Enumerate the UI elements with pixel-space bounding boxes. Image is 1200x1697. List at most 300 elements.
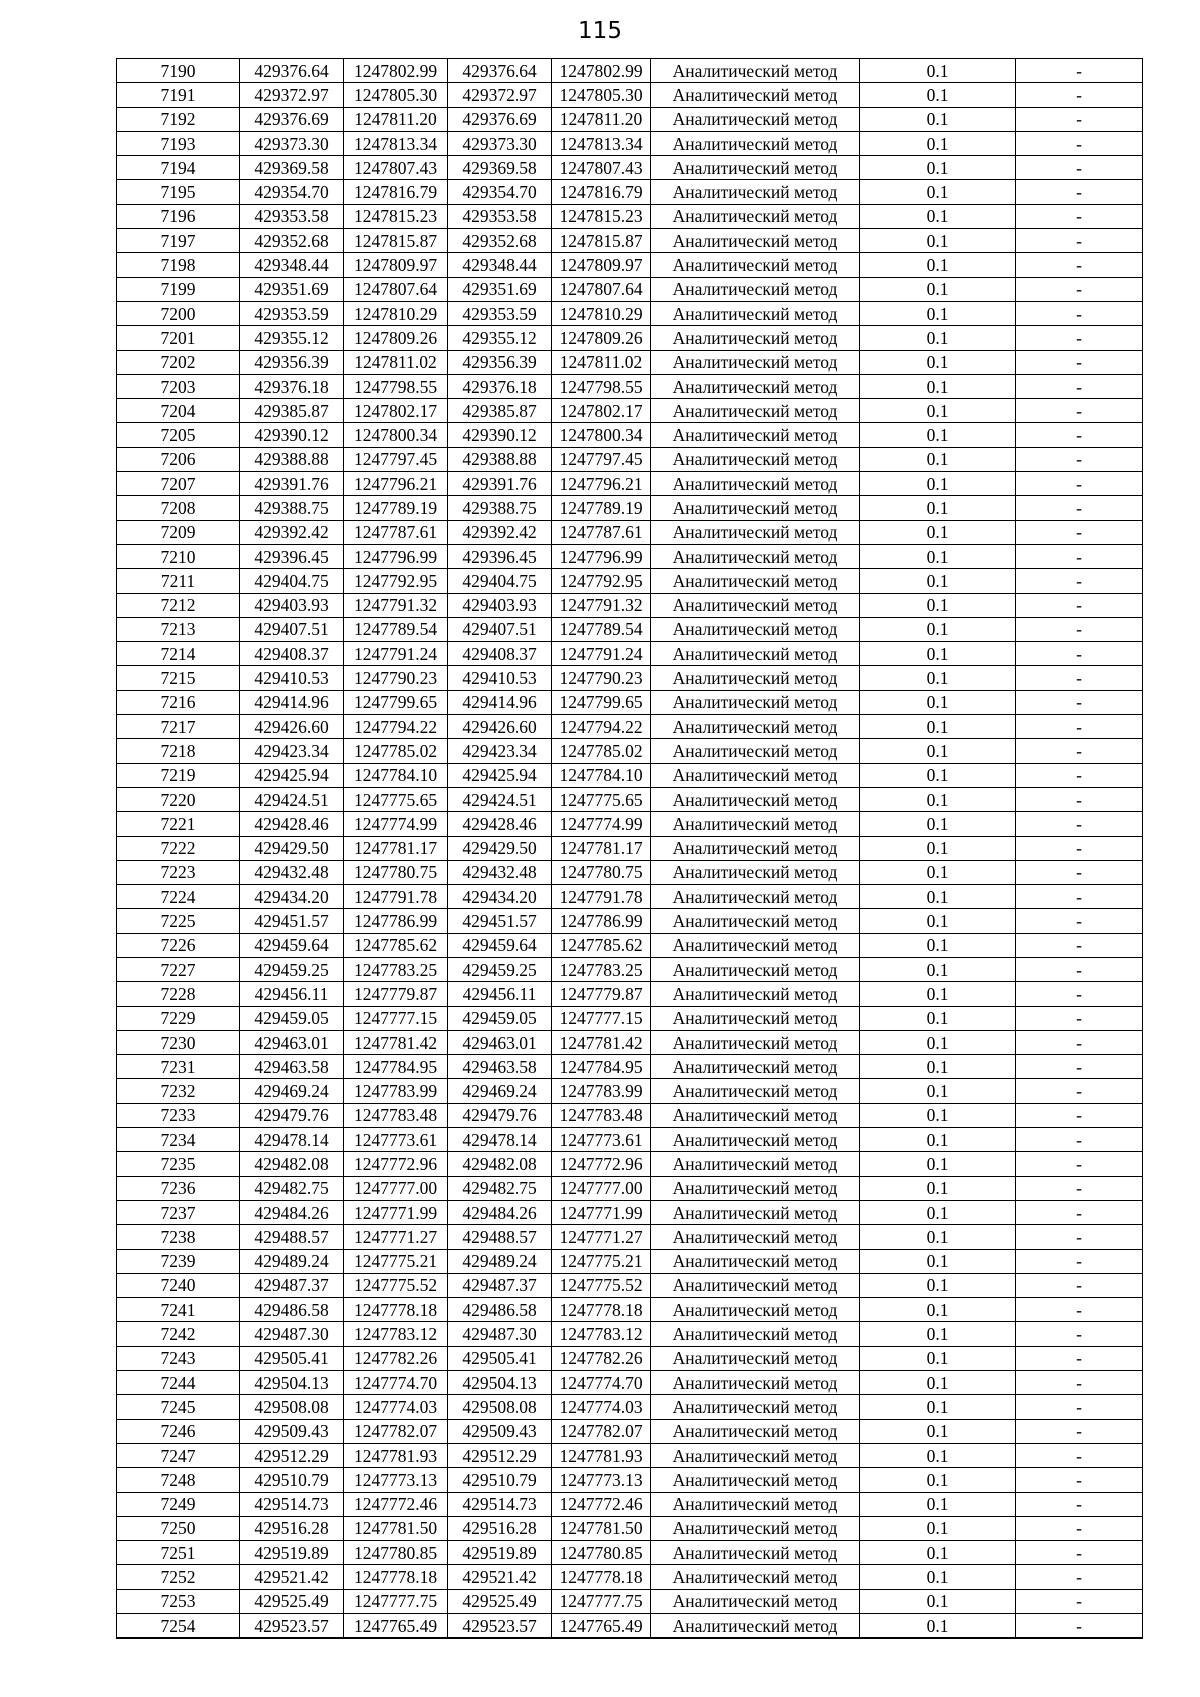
accuracy-cell: 0.1 [860,1589,1016,1613]
new-y-cell: 1247773.61 [552,1128,651,1152]
existing-y-cell: 1247813.34 [344,131,448,155]
method-cell: Аналитический метод [651,544,860,568]
accuracy-cell: 0.1 [860,642,1016,666]
new-x-cell: 429505.41 [448,1346,552,1370]
new-y-cell: 1247816.79 [552,180,651,204]
note-cell: - [1016,569,1143,593]
accuracy-cell: 0.1 [860,374,1016,398]
note-cell: - [1016,1030,1143,1054]
note-cell: - [1016,957,1143,981]
point-number-cell: 7254 [117,1614,240,1639]
new-x-cell: 429424.51 [448,787,552,811]
existing-y-cell: 1247791.32 [344,593,448,617]
existing-y-cell: 1247773.13 [344,1468,448,1492]
existing-y-cell: 1247774.70 [344,1371,448,1395]
method-cell: Аналитический метод [651,957,860,981]
new-y-cell: 1247778.18 [552,1565,651,1589]
table-row [117,1516,1143,1540]
point-number-cell: 7250 [117,1516,240,1540]
table-row [117,1419,1143,1443]
table-row [117,180,1143,204]
table-row [117,812,1143,836]
point-number-cell: 7226 [117,933,240,957]
point-number-cell: 7213 [117,617,240,641]
table-row [117,1103,1143,1127]
new-y-cell: 1247772.46 [552,1492,651,1516]
new-x-cell: 429390.12 [448,423,552,447]
new-y-cell: 1247797.45 [552,447,651,471]
new-y-cell: 1247785.62 [552,933,651,957]
new-x-cell: 429373.30 [448,131,552,155]
note-cell: - [1016,812,1143,836]
new-y-cell: 1247815.87 [552,229,651,253]
existing-y-cell: 1247789.19 [344,496,448,520]
new-y-cell: 1247780.85 [552,1541,651,1565]
existing-x-cell: 429423.34 [240,739,344,763]
existing-y-cell: 1247794.22 [344,715,448,739]
note-cell: - [1016,1006,1143,1030]
table-row [117,836,1143,860]
new-x-cell: 429487.30 [448,1322,552,1346]
table-row [117,1565,1143,1589]
accuracy-cell: 0.1 [860,544,1016,568]
accuracy-cell: 0.1 [860,277,1016,301]
new-x-cell: 429479.76 [448,1103,552,1127]
point-number-cell: 7215 [117,666,240,690]
existing-y-cell: 1247796.21 [344,472,448,496]
existing-x-cell: 429373.30 [240,131,344,155]
method-cell: Аналитический метод [651,520,860,544]
method-cell: Аналитический метод [651,1006,860,1030]
accuracy-cell: 0.1 [860,1541,1016,1565]
new-y-cell: 1247781.42 [552,1030,651,1054]
existing-y-cell: 1247810.29 [344,301,448,325]
table-row [117,253,1143,277]
existing-x-cell: 429432.48 [240,860,344,884]
note-cell: - [1016,642,1143,666]
point-number-cell: 7214 [117,642,240,666]
table-row [117,350,1143,374]
note-cell: - [1016,1468,1143,1492]
existing-y-cell: 1247790.23 [344,666,448,690]
method-cell: Аналитический метод [651,1443,860,1467]
method-cell: Аналитический метод [651,860,860,884]
table-row [117,666,1143,690]
existing-x-cell: 429451.57 [240,909,344,933]
accuracy-cell: 0.1 [860,933,1016,957]
method-cell: Аналитический метод [651,277,860,301]
method-cell: Аналитический метод [651,1055,860,1079]
new-y-cell: 1247781.93 [552,1443,651,1467]
accuracy-cell: 0.1 [860,1176,1016,1200]
accuracy-cell: 0.1 [860,982,1016,1006]
method-cell: Аналитический метод [651,1346,860,1370]
note-cell: - [1016,1249,1143,1273]
existing-x-cell: 429519.89 [240,1541,344,1565]
existing-x-cell: 429479.76 [240,1103,344,1127]
point-number-cell: 7239 [117,1249,240,1273]
note-cell: - [1016,326,1143,350]
point-number-cell: 7251 [117,1541,240,1565]
new-x-cell: 429488.57 [448,1225,552,1249]
method-cell: Аналитический метод [651,472,860,496]
point-number-cell: 7228 [117,982,240,1006]
note-cell: - [1016,59,1143,83]
existing-x-cell: 429482.08 [240,1152,344,1176]
new-y-cell: 1247777.75 [552,1589,651,1613]
note-cell: - [1016,1443,1143,1467]
new-x-cell: 429388.88 [448,447,552,471]
existing-x-cell: 429404.75 [240,569,344,593]
new-y-cell: 1247791.78 [552,885,651,909]
method-cell: Аналитический метод [651,350,860,374]
existing-x-cell: 429489.24 [240,1249,344,1273]
table-row [117,787,1143,811]
existing-x-cell: 429487.30 [240,1322,344,1346]
new-y-cell: 1247777.15 [552,1006,651,1030]
point-number-cell: 7246 [117,1419,240,1443]
method-cell: Аналитический метод [651,1273,860,1297]
existing-x-cell: 429424.51 [240,787,344,811]
existing-x-cell: 429369.58 [240,156,344,180]
note-cell: - [1016,909,1143,933]
accuracy-cell: 0.1 [860,1322,1016,1346]
new-y-cell: 1247771.99 [552,1200,651,1224]
point-number-cell: 7219 [117,763,240,787]
method-cell: Аналитический метод [651,909,860,933]
new-y-cell: 1247813.34 [552,131,651,155]
existing-y-cell: 1247799.65 [344,690,448,714]
note-cell: - [1016,836,1143,860]
new-x-cell: 429519.89 [448,1541,552,1565]
existing-y-cell: 1247802.17 [344,399,448,423]
point-number-cell: 7222 [117,836,240,860]
existing-y-cell: 1247791.78 [344,885,448,909]
method-cell: Аналитический метод [651,83,860,107]
method-cell: Аналитический метод [651,812,860,836]
existing-y-cell: 1247771.99 [344,1200,448,1224]
point-number-cell: 7201 [117,326,240,350]
existing-y-cell: 1247785.62 [344,933,448,957]
accuracy-cell: 0.1 [860,59,1016,83]
new-y-cell: 1247786.99 [552,909,651,933]
note-cell: - [1016,423,1143,447]
new-y-cell: 1247782.07 [552,1419,651,1443]
existing-x-cell: 429426.60 [240,715,344,739]
new-y-cell: 1247765.49 [552,1614,651,1639]
point-number-cell: 7236 [117,1176,240,1200]
existing-y-cell: 1247775.52 [344,1273,448,1297]
existing-y-cell: 1247811.02 [344,350,448,374]
method-cell: Аналитический метод [651,1152,860,1176]
new-x-cell: 429407.51 [448,617,552,641]
method-cell: Аналитический метод [651,763,860,787]
accuracy-cell: 0.1 [860,1395,1016,1419]
point-number-cell: 7253 [117,1589,240,1613]
point-number-cell: 7252 [117,1565,240,1589]
existing-x-cell: 429505.41 [240,1346,344,1370]
new-y-cell: 1247783.48 [552,1103,651,1127]
existing-x-cell: 429356.39 [240,350,344,374]
existing-x-cell: 429459.64 [240,933,344,957]
point-number-cell: 7241 [117,1298,240,1322]
new-x-cell: 429352.68 [448,229,552,253]
accuracy-cell: 0.1 [860,909,1016,933]
new-x-cell: 429486.58 [448,1298,552,1322]
accuracy-cell: 0.1 [860,1200,1016,1224]
existing-x-cell: 429390.12 [240,423,344,447]
existing-y-cell: 1247781.93 [344,1443,448,1467]
existing-x-cell: 429376.18 [240,374,344,398]
table-row [117,1055,1143,1079]
existing-x-cell: 429385.87 [240,399,344,423]
table-row [117,423,1143,447]
point-number-cell: 7218 [117,739,240,763]
method-cell: Аналитический метод [651,593,860,617]
existing-x-cell: 429403.93 [240,593,344,617]
accuracy-cell: 0.1 [860,1128,1016,1152]
existing-x-cell: 429459.25 [240,957,344,981]
new-y-cell: 1247790.23 [552,666,651,690]
accuracy-cell: 0.1 [860,350,1016,374]
existing-x-cell: 429396.45 [240,544,344,568]
new-y-cell: 1247811.02 [552,350,651,374]
note-cell: - [1016,83,1143,107]
note-cell: - [1016,1614,1143,1639]
existing-x-cell: 429516.28 [240,1516,344,1540]
existing-y-cell: 1247771.27 [344,1225,448,1249]
table-row [117,617,1143,641]
method-cell: Аналитический метод [651,1541,860,1565]
new-x-cell: 429489.24 [448,1249,552,1273]
method-cell: Аналитический метод [651,1565,860,1589]
existing-y-cell: 1247781.17 [344,836,448,860]
existing-x-cell: 429408.37 [240,642,344,666]
existing-x-cell: 429429.50 [240,836,344,860]
existing-y-cell: 1247785.02 [344,739,448,763]
existing-x-cell: 429353.58 [240,204,344,228]
method-cell: Аналитический метод [651,982,860,1006]
point-number-cell: 7230 [117,1030,240,1054]
note-cell: - [1016,1152,1143,1176]
note-cell: - [1016,1298,1143,1322]
point-number-cell: 7220 [117,787,240,811]
new-y-cell: 1247781.50 [552,1516,651,1540]
point-number-cell: 7190 [117,59,240,83]
point-number-cell: 7209 [117,520,240,544]
note-cell: - [1016,1346,1143,1370]
accuracy-cell: 0.1 [860,520,1016,544]
table-row [117,374,1143,398]
note-cell: - [1016,204,1143,228]
existing-x-cell: 429463.01 [240,1030,344,1054]
point-number-cell: 7249 [117,1492,240,1516]
table-row [117,399,1143,423]
method-cell: Аналитический метод [651,156,860,180]
note-cell: - [1016,715,1143,739]
existing-x-cell: 429463.58 [240,1055,344,1079]
table-row [117,1541,1143,1565]
note-cell: - [1016,180,1143,204]
new-x-cell: 429351.69 [448,277,552,301]
accuracy-cell: 0.1 [860,812,1016,836]
point-number-cell: 7203 [117,374,240,398]
accuracy-cell: 0.1 [860,1346,1016,1370]
table-row [117,326,1143,350]
new-y-cell: 1247791.32 [552,593,651,617]
new-x-cell: 429463.58 [448,1055,552,1079]
existing-x-cell: 429376.64 [240,59,344,83]
new-x-cell: 429388.75 [448,496,552,520]
new-y-cell: 1247775.21 [552,1249,651,1273]
table-row [117,1030,1143,1054]
existing-y-cell: 1247782.26 [344,1346,448,1370]
accuracy-cell: 0.1 [860,423,1016,447]
point-number-cell: 7193 [117,131,240,155]
method-cell: Аналитический метод [651,107,860,131]
existing-x-cell: 429414.96 [240,690,344,714]
note-cell: - [1016,787,1143,811]
existing-x-cell: 429434.20 [240,885,344,909]
new-x-cell: 429521.42 [448,1565,552,1589]
table-row [117,1273,1143,1297]
point-number-cell: 7191 [117,83,240,107]
new-y-cell: 1247807.43 [552,156,651,180]
accuracy-cell: 0.1 [860,666,1016,690]
existing-x-cell: 429355.12 [240,326,344,350]
new-x-cell: 429504.13 [448,1371,552,1395]
existing-y-cell: 1247786.99 [344,909,448,933]
new-x-cell: 429512.29 [448,1443,552,1467]
new-y-cell: 1247787.61 [552,520,651,544]
new-y-cell: 1247802.17 [552,399,651,423]
accuracy-cell: 0.1 [860,1225,1016,1249]
accuracy-cell: 0.1 [860,131,1016,155]
coordinates-table [116,58,1143,1639]
accuracy-cell: 0.1 [860,1079,1016,1103]
new-y-cell: 1247799.65 [552,690,651,714]
point-number-cell: 7195 [117,180,240,204]
new-x-cell: 429478.14 [448,1128,552,1152]
note-cell: - [1016,1371,1143,1395]
existing-y-cell: 1247774.99 [344,812,448,836]
new-y-cell: 1247783.12 [552,1322,651,1346]
method-cell: Аналитический метод [651,131,860,155]
existing-y-cell: 1247805.30 [344,83,448,107]
table-row [117,107,1143,131]
table-row [117,1298,1143,1322]
note-cell: - [1016,156,1143,180]
new-x-cell: 429354.70 [448,180,552,204]
existing-x-cell: 429512.29 [240,1443,344,1467]
point-number-cell: 7202 [117,350,240,374]
note-cell: - [1016,885,1143,909]
new-y-cell: 1247775.52 [552,1273,651,1297]
table-row [117,1443,1143,1467]
existing-x-cell: 429456.11 [240,982,344,1006]
method-cell: Аналитический метод [651,1103,860,1127]
note-cell: - [1016,229,1143,253]
method-cell: Аналитический метод [651,399,860,423]
table-row [117,957,1143,981]
method-cell: Аналитический метод [651,1200,860,1224]
existing-x-cell: 429487.37 [240,1273,344,1297]
table-row [117,1492,1143,1516]
existing-x-cell: 429514.73 [240,1492,344,1516]
table-row [117,1468,1143,1492]
new-x-cell: 429514.73 [448,1492,552,1516]
point-number-cell: 7224 [117,885,240,909]
note-cell: - [1016,1200,1143,1224]
point-number-cell: 7242 [117,1322,240,1346]
new-x-cell: 429432.48 [448,860,552,884]
new-y-cell: 1247779.87 [552,982,651,1006]
new-x-cell: 429391.76 [448,472,552,496]
accuracy-cell: 0.1 [860,1055,1016,1079]
accuracy-cell: 0.1 [860,399,1016,423]
note-cell: - [1016,933,1143,957]
existing-y-cell: 1247783.99 [344,1079,448,1103]
point-number-cell: 7227 [117,957,240,981]
page-number: 115 [578,18,622,44]
existing-y-cell: 1247815.87 [344,229,448,253]
new-y-cell: 1247777.00 [552,1176,651,1200]
new-x-cell: 429509.43 [448,1419,552,1443]
new-y-cell: 1247778.18 [552,1298,651,1322]
existing-x-cell: 429392.42 [240,520,344,544]
method-cell: Аналитический метод [651,715,860,739]
existing-x-cell: 429509.43 [240,1419,344,1443]
method-cell: Аналитический метод [651,59,860,83]
new-y-cell: 1247810.29 [552,301,651,325]
method-cell: Аналитический метод [651,617,860,641]
method-cell: Аналитический метод [651,180,860,204]
new-y-cell: 1247800.34 [552,423,651,447]
existing-x-cell: 429354.70 [240,180,344,204]
method-cell: Аналитический метод [651,1249,860,1273]
note-cell: - [1016,1103,1143,1127]
existing-x-cell: 429391.76 [240,472,344,496]
note-cell: - [1016,1516,1143,1540]
new-y-cell: 1247774.70 [552,1371,651,1395]
accuracy-cell: 0.1 [860,301,1016,325]
new-y-cell: 1247794.22 [552,715,651,739]
new-y-cell: 1247781.17 [552,836,651,860]
method-cell: Аналитический метод [651,1371,860,1395]
existing-y-cell: 1247783.48 [344,1103,448,1127]
accuracy-cell: 0.1 [860,836,1016,860]
method-cell: Аналитический метод [651,933,860,957]
note-cell: - [1016,131,1143,155]
existing-y-cell: 1247800.34 [344,423,448,447]
new-x-cell: 429410.53 [448,666,552,690]
accuracy-cell: 0.1 [860,1419,1016,1443]
new-y-cell: 1247774.99 [552,812,651,836]
method-cell: Аналитический метод [651,1322,860,1346]
new-x-cell: 429469.24 [448,1079,552,1103]
existing-x-cell: 429478.14 [240,1128,344,1152]
accuracy-cell: 0.1 [860,860,1016,884]
existing-y-cell: 1247797.45 [344,447,448,471]
table-row [117,1346,1143,1370]
note-cell: - [1016,860,1143,884]
existing-y-cell: 1247815.23 [344,204,448,228]
method-cell: Аналитический метод [651,690,860,714]
existing-y-cell: 1247783.25 [344,957,448,981]
new-y-cell: 1247775.65 [552,787,651,811]
existing-x-cell: 429388.88 [240,447,344,471]
existing-y-cell: 1247784.95 [344,1055,448,1079]
